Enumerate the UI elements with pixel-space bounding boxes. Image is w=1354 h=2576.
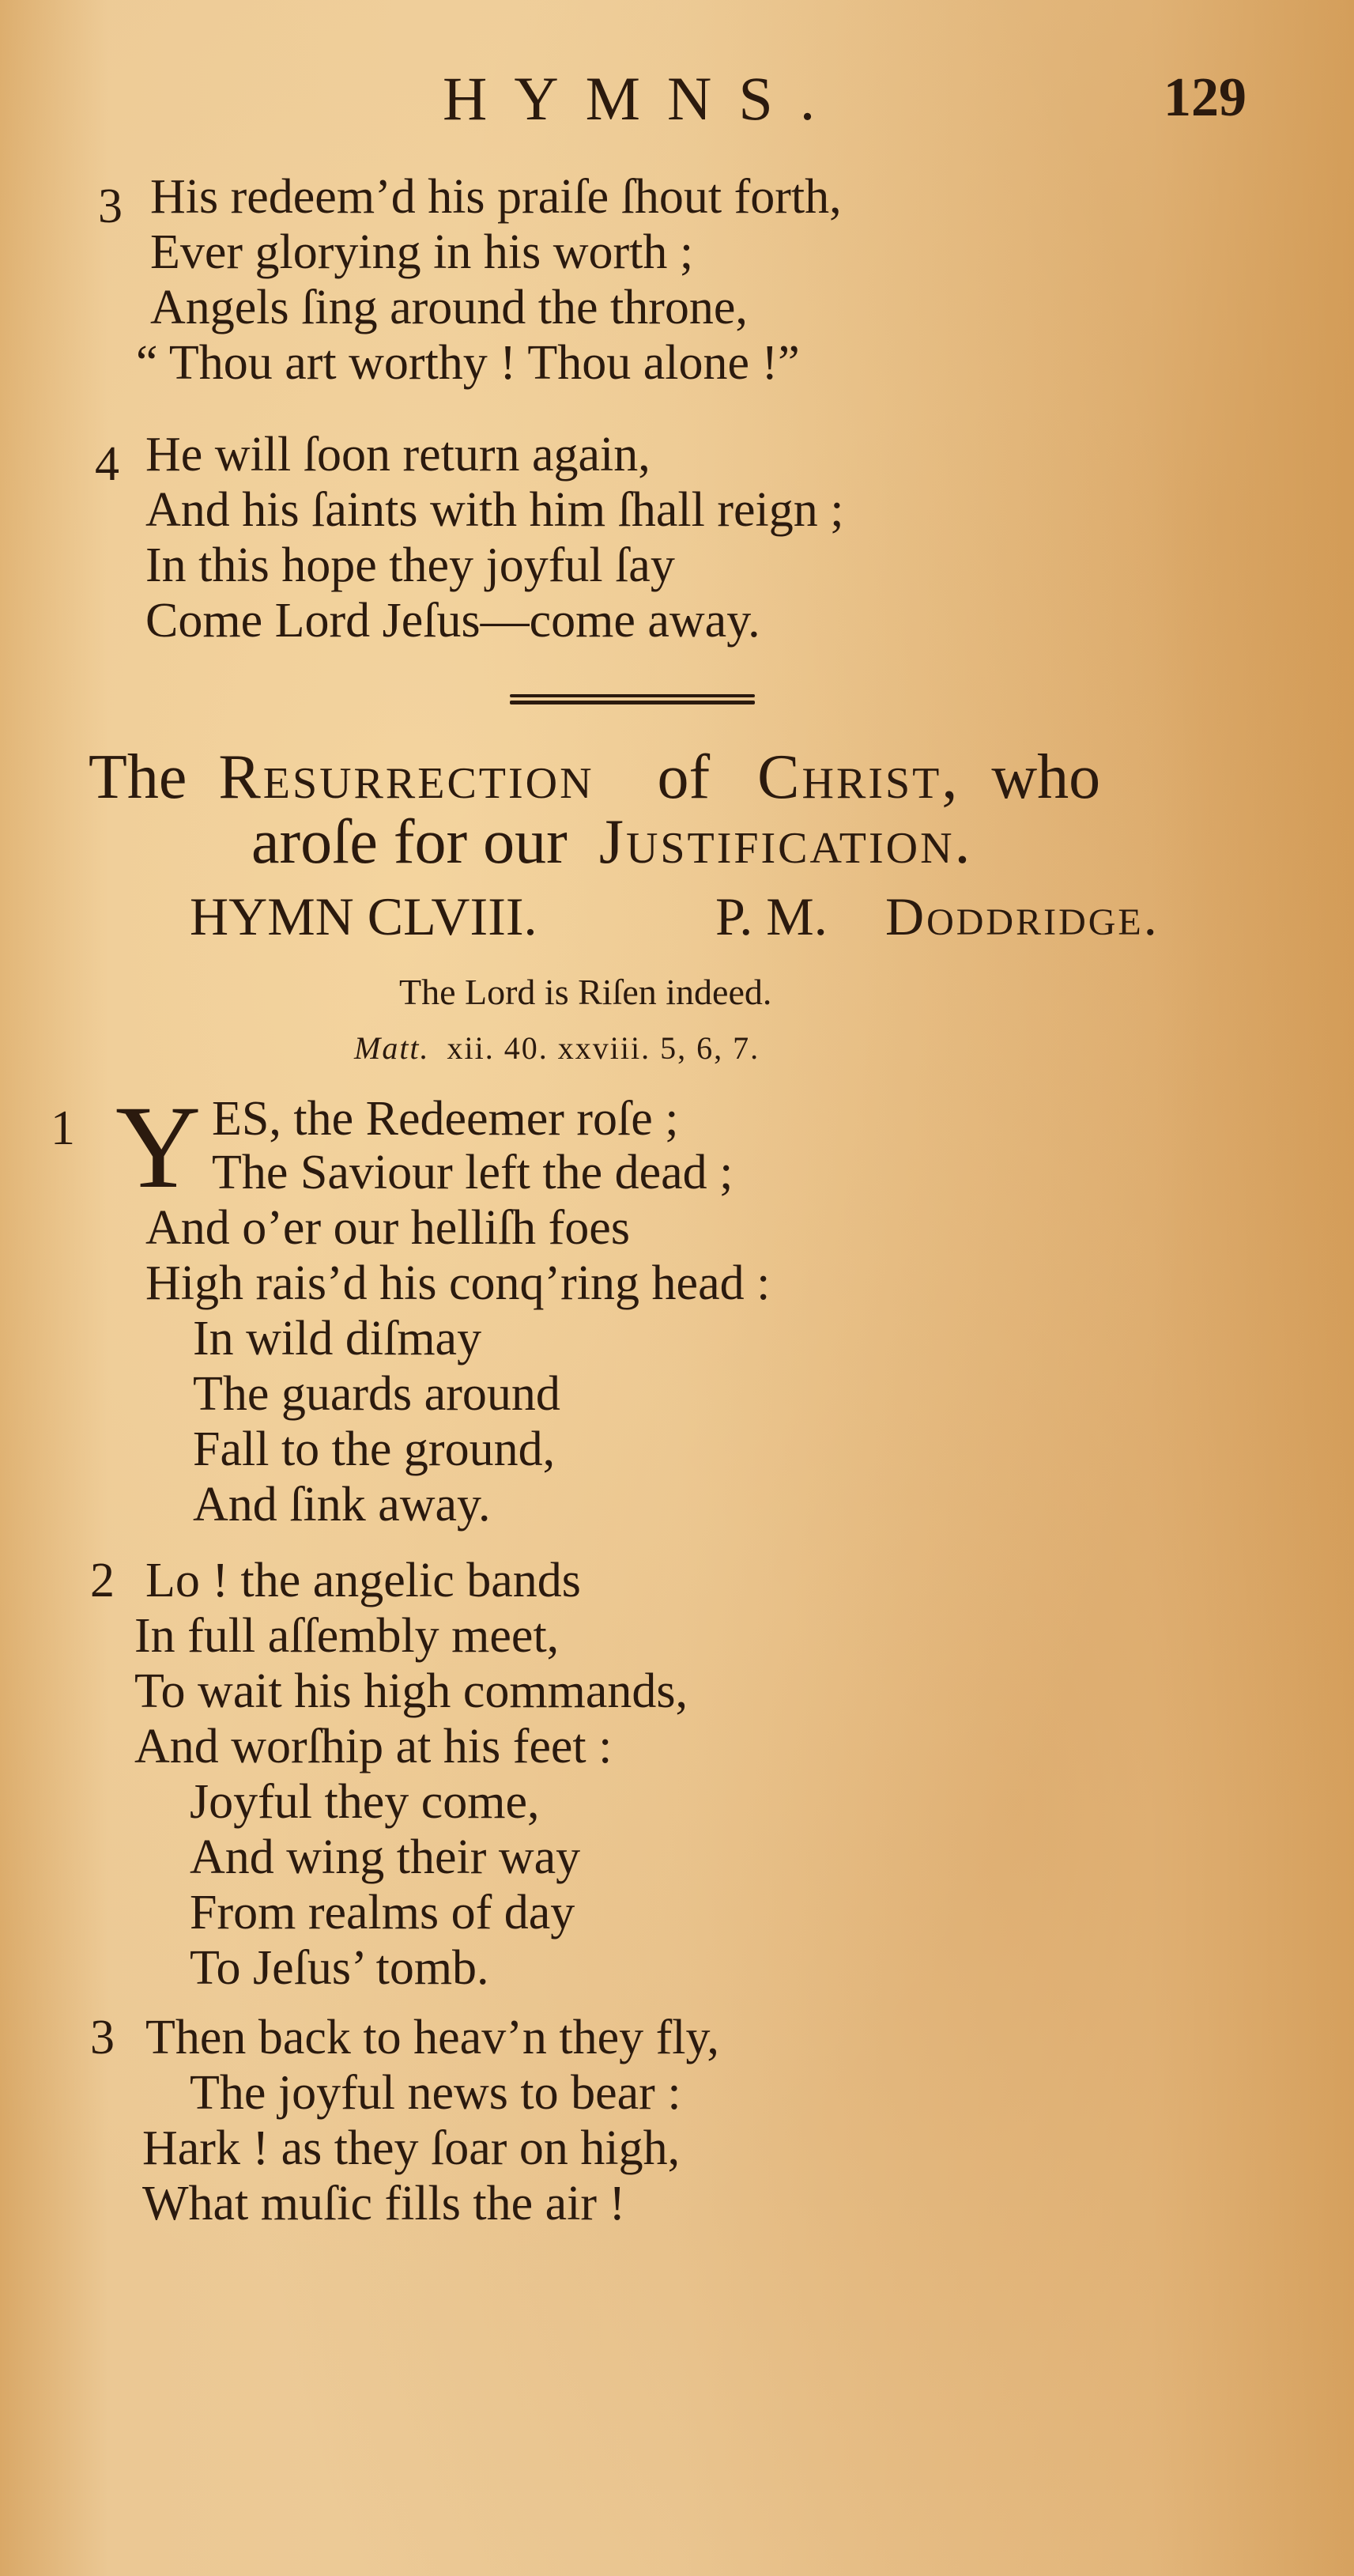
verse-line: And worſhip at his feet : (134, 1720, 613, 1773)
epigraph: The Lord is Riſen indeed. (399, 972, 772, 1012)
verse-line: Fall to the ground, (193, 1422, 556, 1476)
stanza-number: 1 (51, 1101, 75, 1155)
verse-line: Joyful they come, (190, 1775, 540, 1829)
verse-line: The joyful news to bear : (190, 2066, 681, 2120)
scripture-reference (354, 1029, 760, 1067)
stanza-number: 3 (98, 179, 123, 233)
section-title-line-2: aroſe for our Justification. (251, 807, 973, 877)
scripture-refs: xii. 40. xxviii. 5, 6, 7. (447, 1030, 760, 1066)
stanza-number: 4 (95, 437, 119, 491)
hymn-meter: P. M. (715, 886, 828, 946)
verse-line: And his ſaints with him ſhall reign ; (145, 483, 844, 537)
section-title-line-1: The Resurrection of Christ, who (89, 742, 1101, 812)
verse-line: Then back to heav’n they fly, (145, 2011, 719, 2064)
verse-line: In this hope they joyful ſay (145, 538, 675, 592)
verse-line: The guards around (193, 1367, 560, 1421)
verse-line: “ Thou art worthy ! Thou alone !” (136, 336, 800, 390)
scripture-book: Matt. (354, 1030, 430, 1066)
verse-line: He will ſoon return again, (145, 428, 651, 482)
verse-line: Ever glorying in his worth ; (150, 225, 694, 279)
page-number: 129 (1164, 67, 1247, 128)
running-head: HYMNS. (443, 64, 843, 133)
stanza-number: 3 (90, 2011, 115, 2064)
verse-line: And wing their way (190, 1830, 581, 1884)
verse-line: High rais’d his conq’ring head : (145, 1256, 771, 1310)
verse-line: His redeem’d his praiſe ſhout forth, (150, 170, 842, 224)
hymn-author: Doddridge. (885, 886, 1160, 946)
verse-line: And ſink away. (193, 1478, 491, 1532)
verse-line: Lo ! the angelic bands (145, 1554, 581, 1607)
ornamental-rule (510, 694, 755, 705)
verse-line: Come Lord Jeſus—come away. (145, 594, 760, 648)
verse-line: From realms of day (190, 1886, 575, 1940)
drop-cap: Y (115, 1082, 202, 1213)
verse-line: Hark ! as they ſoar on high, (142, 2121, 681, 2175)
verse-line: In full aſſembly meet, (134, 1609, 560, 1663)
verse-line: Angels ſing around the throne, (150, 281, 748, 334)
verse-line: The Saviour left the dead ; (212, 1146, 734, 1199)
verse-line: To wait his high commands, (134, 1664, 688, 1718)
verse-line: And o’er our helliſh foes (145, 1201, 630, 1255)
verse-line: To Jeſus’ tomb. (190, 1941, 489, 1995)
verse-line: What muſic fills the air ! (142, 2177, 626, 2230)
stanza-number: 2 (90, 1554, 115, 1607)
hymn-heading: HYMN CLVIII. (190, 886, 537, 946)
verse-line: In wild diſmay (193, 1312, 482, 1365)
verse-line: ES, the Redeemer roſe ; (212, 1092, 679, 1146)
